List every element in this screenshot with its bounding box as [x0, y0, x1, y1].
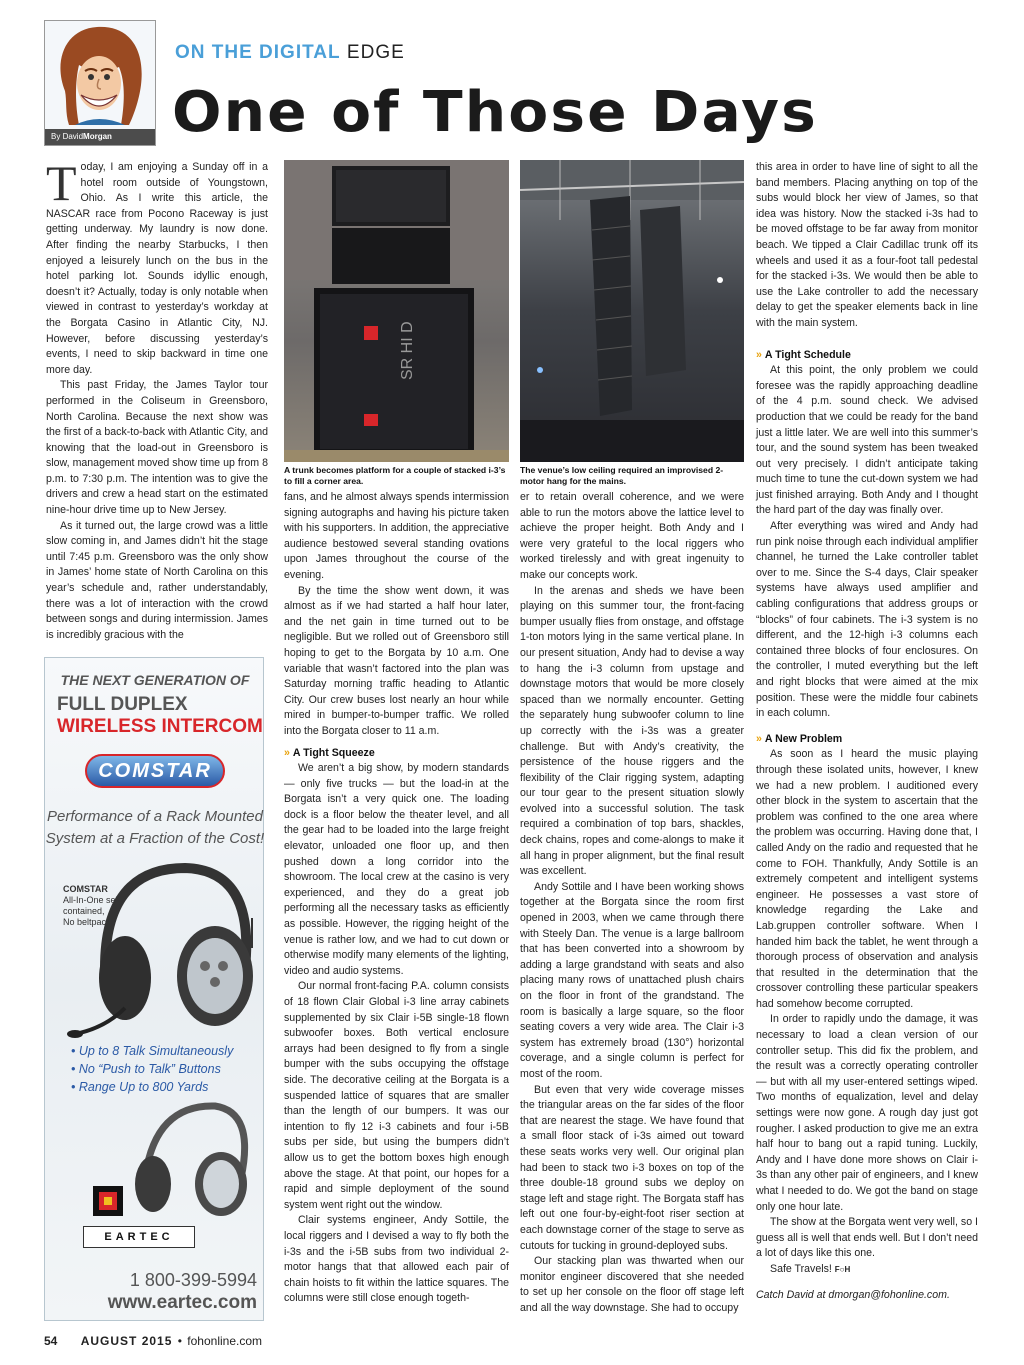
author-portrait: [44, 20, 156, 146]
photo-hung-array: [520, 160, 744, 462]
byline-bar: [45, 129, 155, 145]
issue-date: AUGUST 2015: [80, 1334, 173, 1348]
byline-last: Morgan: [83, 132, 112, 141]
ad-bullet: • No “Push to Talk” Buttons: [71, 1062, 221, 1076]
footer-bullet: •: [177, 1334, 182, 1348]
page-footer: [44, 1334, 262, 1348]
subhead-tight-squeeze: » A Tight Squeeze: [284, 746, 375, 759]
column-2: [284, 490, 509, 1307]
ad-bullet: • Up to 8 Talk Simultaneously: [71, 1044, 234, 1058]
article-title: One of Those Days: [172, 80, 818, 145]
eartec-logo-text: EARTEC: [83, 1226, 195, 1248]
author-contact: Catch David at dmorgan@fohonline.com.: [756, 1288, 950, 1301]
product-desc-1: All-In-One self-: [63, 895, 124, 905]
paragraph: Andy Sottile and I have been working shows together at the Borgata since the room first opened in 2003, when we came through there with Steely Dan. The venue is a large ballroom that has been converted into a showroom by adding a large grandstand with seats and also placing many rows of unattached plush chairs on the floor in front of the grandstand. The room is basically a large square, so the floor seating covers a very wide area. The Clair i-3 system has extremely broad (130°) horizontal coverage, and a single column is perfect for most of the room.: [520, 880, 744, 1080]
eartec-logo-mark: [93, 1186, 123, 1216]
section-kicker: [175, 42, 405, 64]
ad-website[interactable]: www.eartec.com: [107, 1292, 257, 1313]
caption-photo-2: The venue’s low ceiling required an improvised 2-motor hang for the mains.: [520, 465, 724, 486]
ad-tagline-1: Performance of a Rack Mounted: [47, 808, 263, 825]
column-4: [756, 160, 978, 1303]
chevron-right-icon: »: [756, 348, 762, 361]
paragraph: We aren’t a big show, by modern standards — only five trucks — but the load-in at the Borgata isn’t a very quick one. The loading dock is a floor below the theater level, and all the gear had to be loaded into the large freight elevator, unloaded one floor up, and then pushed down a long corridor into the showroom. The local crew at the casino is very experienced, and they do a great job performing all the necessary tasks as efficiently as possible. However, the rigging height of the venue is rather low, and we had to cut down or otherwise modify many elements of the lighting, video and audio systems.: [284, 762, 509, 977]
paragraph: Our stacking plan was thwarted when our monitor engineer discovered that she needed to set up her console on the floor off stage left and all the way downstage. She had to occupy: [520, 1255, 744, 1314]
paragraph: At this point, the only problem we could foresee was the rapidly approaching deadline of the 4 p.m. sound check. We advised production that we could be ready for the band just a little later. We are well into this summer’s tour, and the sound system has been tweaked out very precisely. I didn’t anticipate taking much time to tune the cut-down system we had just finished arraying. Both Andy and I thought the hard part of the day was finally over.: [756, 364, 978, 517]
paragraph: fans, and he almost always spends intermission signing autographs and having his picture taken with his supporters. In addition, the appreciative audience bestowed several standing ovations upon James throughout the course of the evening.: [284, 491, 509, 581]
comstar-logo-text: COMSTAR: [98, 760, 212, 782]
kicker-blue: ON THE DIGITAL: [175, 42, 341, 63]
paragraph: By the time the show went down, it was almost as if we had started a half hour later, and the net gain in time turned out to be negligible. But we rolled out of Greensboro still hoping to get to the Borgata by 10 a.m. One variable that wasn’t factored into the plan was Saturday morning traffic heading to Atlantic City. Our crew buses lost nearly an hour while mired in bumper-to-bumper traffic. We rolled into the Borgata closer to 11 a.m.: [284, 584, 509, 737]
paragraph: Our normal front-facing P.A. column consists of 18 flown Clair Global i-3 line array cabinets supplemented by six Clair i-5B single-18 flown subwoofer boxes. Both vertical enclosure arrays had been designed to fly from a single bumper with the subs occupying the offstage side. The decorative ceiling at the Borgata is a suspended lattice of squares that are smaller than the length of our bumpers. It was our intention to fly 12 i-3 cabinets and four i-5B subs per side, but using the bumpers didn’t allow us to get the bottom boxes high enough above the stage. At that point, our hopes for a rapid and simple deployment of the sound system went right out the window.: [284, 980, 509, 1211]
byline-prefix: By: [51, 132, 61, 141]
paragraph: As it turned out, the large crowd was a little slow coming in, and James didn’t hit the stage until 7:45 p.m. Greensboro was the only show in James’ home state of North Carolina on this year’s schedule and, rather understandably, there was a lot of interaction with the crowd between songs and during intermission. James is incredibly gracious with the: [46, 519, 268, 641]
paragraph: The show at the Borgata went very well, so I guess all is well that ends well. But I don’t need a lot of days like this one.: [756, 1216, 978, 1260]
author-caricature: [45, 21, 155, 129]
paragraph: Safe Travels! F○H: [770, 1262, 851, 1275]
page-number: 54: [44, 1334, 58, 1348]
eartec-advertisement[interactable]: [44, 657, 264, 1321]
photo-hung-array-image: [520, 160, 744, 462]
svg-text:SR HI D: SR HI D: [399, 321, 416, 380]
photo-stacked-speakers-image: [284, 160, 509, 462]
paragraph: In the arenas and sheds we have been playing on this summer tour, the front-facing bumper usually flies from onstage, and offstage 1-ton motors lying in the same vertical plane. In our present situation, Andy had to devise a way to hang the i-3 column from upstage and downstage motors that would be more closely spaced than we normally encounter. Getting the separately hung subwoofer column to line up correctly with the i-3s was a greater challenge. But with Andy’s creativity, the persistence of the house riggers and the flexibility of the Clair rigging system, adapting our tour gear to the present situation slowly evolved into a successful solution. The task required a combination of top bars, shackles, deck chains, ropes and come-alongs to make it all hang in proper alignment, but the final result was excellent.: [520, 584, 744, 878]
column-1: [46, 155, 268, 643]
subhead-new-problem: » A New Problem: [756, 732, 843, 745]
comstar-logo: [85, 754, 225, 788]
site-link[interactable]: fohonline.com: [187, 1334, 263, 1348]
paragraph: This past Friday, the James Taylor tour performed in the Coliseum in Greensboro, North Carolina. Because the next show was the first of a back-to-back with Atlantic City, and knowing that the load-out in Greensboro is slow, management moved show time up from 8 p.m. to 7:30 p.m. The intention was to give the drivers and crew a head start on the estimated nine-hour drive time up to New Jersey.: [46, 379, 268, 517]
drop-cap: T: [46, 155, 77, 211]
paragraph: After everything was wired and Andy had run pink noise through each individual amplifier channel, he turned the Lake controller tablet over to me. Since the S-4 days, Clair speaker systems have always used amplifier and cabling configurations that address groups or “blocks” of four cabinets. The i-3 system is no different, and the 12-high i-3 columns each contained three blocks of four enclosures. On the controller, I muted everything but the left and right blocks that were aimed at the mix position. These were the middle four cabinets in each column.: [756, 520, 978, 720]
paragraph: er to retain overall coherence, and we were able to run the motors above the lattice level to achieve the proper height. Both Andy and I were very grateful to the local riggers who worked tirelessly and with great ingenuity to make our concepts work.: [520, 491, 744, 581]
ad-bullets: [71, 1042, 233, 1096]
byline-first: David: [62, 132, 84, 141]
paragraph: But even that very wide coverage misses the triangular areas on the far sides of the floor that are nearest the stage. We have found that a small floor stack of i-3s aimed out toward these seats works very well. Our original plan had been to stack two i-3 boxes on top of the three double-18 ground subs we deploy on stage left and stage right. The Borgata staff has left out one four-by-eight-foot riser section at each downstage corner of the stage to serve as cutouts for tucking in ground-deployed subs.: [520, 1083, 744, 1252]
subhead-tight-schedule: » A Tight Schedule: [756, 348, 851, 361]
product-name: COMSTAR: [63, 884, 108, 894]
headset-illustration-1: [65, 858, 255, 1038]
ad-bullet: • Range Up to 800 Yards: [71, 1080, 209, 1094]
paragraph: oday, I am enjoying a Sunday off in a hotel room outside of Youngstown, Ohio. As I write this article, the NASCAR race from Pocono Raceway is just getting underway. My laundry is now done. After finding the nearby Starbucks, I then enjoyed a leisurely lunch on the bus in the hotel parking lot. Sounds idyllic enough, doesn’t it? Actually, today is only notable when viewed in contrast to yesterday’s workday at the Borgata Casino in Atlantic City, NJ. However, before discussing yesterday’s events, I need to skip backward in time one more day.: [46, 161, 268, 376]
product-desc-2: contained,: [63, 906, 105, 916]
paragraph: this area in order to have line of sight to all the band members. Placing anything on top of the subs would block her view of James, so that idea was history. Now the stacked i-3s had to be moved offstage to be far away from monitor beach. We tipped a Clair Cadillac trunk off its wheels and used it as a four-foot tall pedestal for the stacked i-3s. We would then be able to use the Lake controller to add the necessary delay to get the speaker elements back in line with the main system.: [756, 161, 978, 329]
paragraph: As soon as I heard the music playing through these isolated units, however, I knew we had a new problem. I auditioned every other block in the system to ascertain that the problem was confined to the one area where the problem was occurring. Having done that, I called Andy on the radio and requested that he come to FOH. Thankfully, Andy Sottile is an extremely competent and intelligent systems engineer. He possesses a vast store of knowledge regarding the Lake and Lab.gruppen controller software. When I handed him back the tablet, he went through a thorough process of observation and analysis that resulted in the determination that the crossover controlling these particular speakers had somehow become corrupted.: [756, 748, 978, 1010]
product-desc-3: No beltpack!: [63, 917, 114, 927]
photo-stacked-speakers: [284, 160, 509, 462]
column-3: [520, 490, 744, 1316]
ad-tagline-2: System at a Fraction of the Cost!: [45, 830, 265, 847]
chevron-right-icon: »: [756, 732, 762, 745]
caption-photo-1: A trunk becomes platform for a couple of stacked i-3’s to fill a corner area.: [284, 465, 506, 486]
headset-illustration-2: [125, 1098, 255, 1218]
ad-phone[interactable]: 1 800-399-5994: [129, 1270, 257, 1290]
chevron-right-icon: »: [284, 746, 290, 759]
kicker-black: EDGE: [346, 42, 405, 63]
ad-line-1: THE NEXT GENERATION OF: [60, 672, 250, 688]
paragraph: Clair systems engineer, Andy Sottile, the local riggers and I devised a way to fly both the i-3s and the i-5B subs from two individual 2-motor hangs that that allowed each pair of chain hoists to fit within the lattice squares. The columns were still close enough togeth-: [284, 1214, 509, 1305]
ad-line-3: WIRELESS INTERCOM: [57, 716, 263, 737]
ad-line-2: FULL DUPLEX: [57, 694, 188, 715]
end-mark: F○H: [834, 1264, 851, 1274]
paragraph: In order to rapidly undo the damage, it was necessary to load a clean version of our controller setup. This did fix the problem, and the result was a correctly operating controller — but with all my user-entered settings wiped. Two months of equalization, level and delay settings were now gone. A rough day just got rougher. I asked production to give me an extra half hour to bang out a rapid tuning. Luckily, Andy and I have done more shows on Clair i-3s than any other pair of engineers, and I knew what I needed to do. We got the band on stage only one hour late.: [756, 1013, 978, 1213]
